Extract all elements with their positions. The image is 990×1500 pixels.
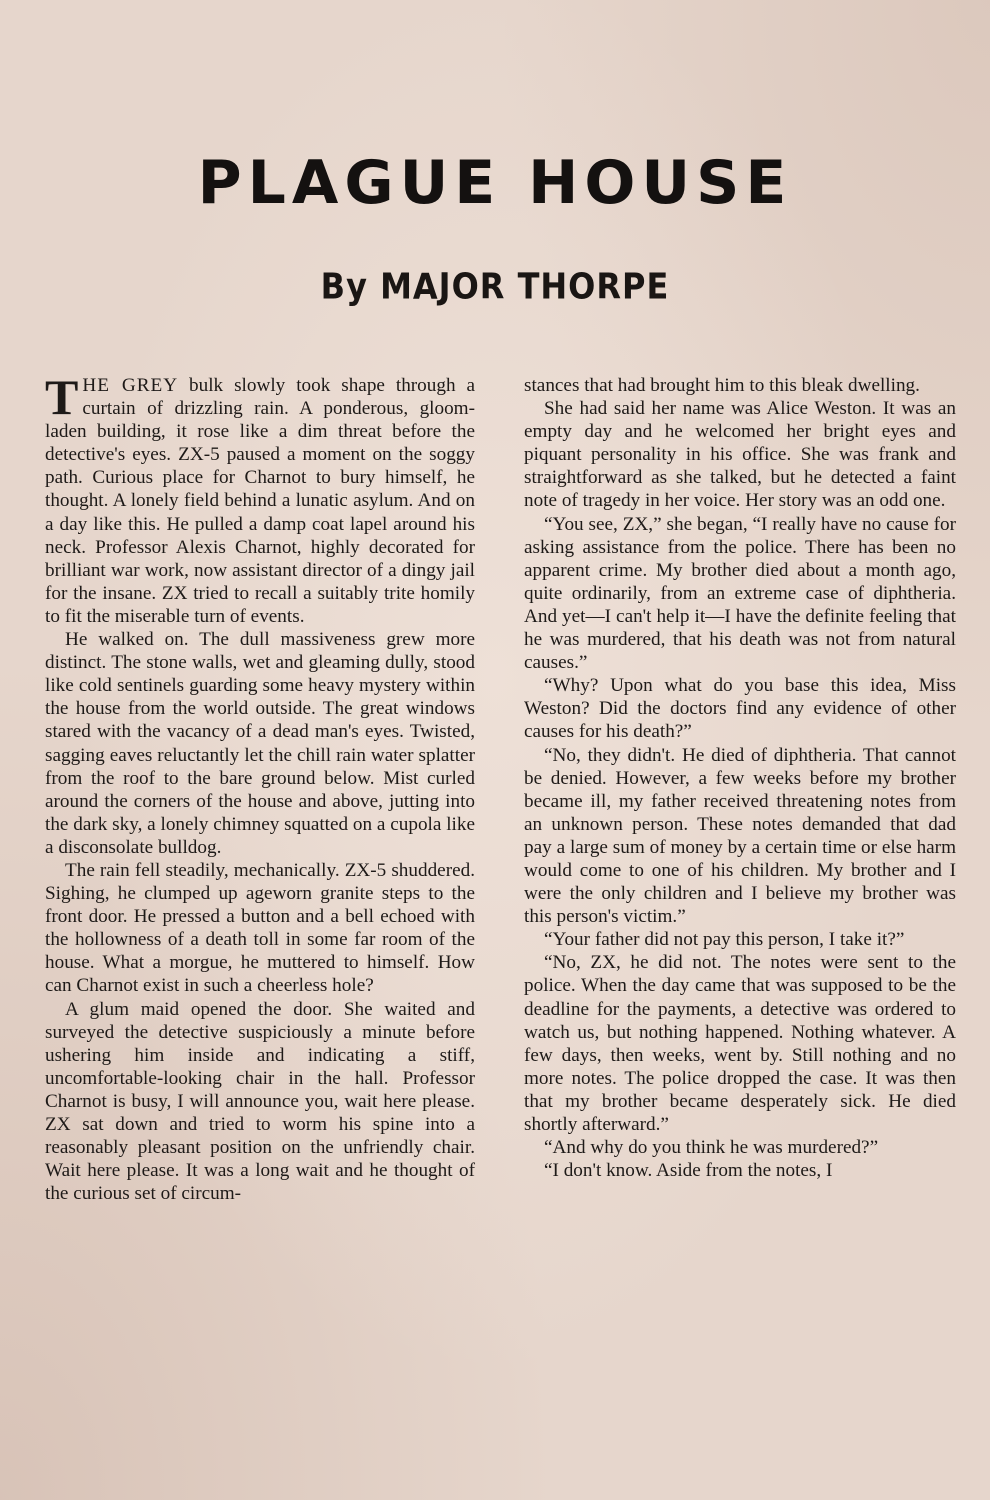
paragraph xyxy=(45,369,475,628)
paragraph: The rain fell steadily, mechanically. ZX-5 shuddered. Sighing, he clumped up ageworn granite steps to the front door. He pressed a button and a bell echoed with the hollowness of a death toll in some far room of the house. What a morgue, he muttered to himself. How can Charnot exist in such a cheerless hole? xyxy=(45,859,475,997)
paragraph: “Why? Upon what do you base this idea, Miss Weston? Did the doctors find any evidence of other causes for his death?” xyxy=(524,675,956,743)
drop-cap: T xyxy=(45,369,79,425)
paragraph-text: bulk slowly took shape through a curtain of drizzling rain. A ponderous, gloom-laden building, it rose like a dim threat before the detective's eyes. ZX-5 paused a moment on the soggy path. Curious place for Charnot to bury himself, he thought. A lonely field behind a lunatic asylum. And on a day like this. He pulled a damp coat lapel around his neck. Professor Alexis Charnot, highly decorated for brilliant war work, now assistant director of a dingy jail for the insane. ZX tried to recall a suitably trite homily to fit the miserable turn of events. xyxy=(45,375,475,627)
article-title: PLAGUE HOUSE xyxy=(197,148,793,218)
paragraph: He walked on. The dull massiveness grew more distinct. The stone walls, wet and gleaming dully, stood like cold sentinels guarding some heavy mystery within the house from the world outside. The great windows stared with the vacancy of a dead man's eyes. Twisted, sagging eaves reluctantly let the chill rain water splatter from the roof to the bare ground below. Mist curled around the corners of the house and above, jutting into the dark sky, a lonely chimney squatted on a cupola like a disconsolate bulldog. xyxy=(45,629,475,858)
paragraph: “Your father did not pay this person, I take it?” xyxy=(544,929,905,951)
right-column xyxy=(524,374,956,1182)
paragraph: “I don't know. Aside from the notes, I xyxy=(544,1160,833,1182)
paragraph: stances that had brought him to this bleak dwelling. xyxy=(524,375,920,396)
left-column xyxy=(45,369,475,1205)
article-byline: By MAJOR THORPE xyxy=(320,265,670,308)
paragraph: She had said her name was Alice Weston. It was an empty day and he welcomed her bright eyes and piquant personality in his office. She was frank and straightforward as she talked, but he detected a faint note of tragedy in her voice. Her story was an odd one. xyxy=(524,398,956,512)
paragraph: “You see, ZX,” she began, “I really have no cause for asking assistance from the police. There has been no apparent crime. My brother died about a month ago, quite ordinarily, from an extreme case of diphtheria. And yet—I can't help it—I have the definite feeling that he was murdered, that his death was not from natural causes.” xyxy=(524,513,956,674)
paragraph: A glum maid opened the door. She waited and surveyed the detective suspiciously a minute before ushering him inside and indicating a stiff, uncomfortable-looking chair in the hall. Professor Charnot is busy, I will announce you, wait here please. ZX sat down and tried to worm his spine into a reasonably pleasant position on the unfriendly chair. Wait here please. It was a long wait and he thought of the curious set of circum- xyxy=(45,998,475,1205)
paragraph: “And why do you think he was murdered?” xyxy=(544,1137,879,1159)
opening-words: HE GREY xyxy=(82,375,179,396)
paragraph: “No, they didn't. He died of diphtheria. That cannot be denied. However, a few weeks before my brother became ill, my father received threatening notes from an unknown person. These notes demanded that dad pay a large sum of money by a certain time or else harm would come to one of his children. My brother and I were the only children and I believe my brother was this person's victim.” xyxy=(524,744,956,928)
paragraph: “No, ZX, he did not. The notes were sent to the police. When the day came that was supposed to be the deadline for the payments, a detective was ordered to watch us, but nothing happened. Nothing whatever. A few days, then weeks, went by. Still nothing and no more notes. The police dropped the case. It was then that my brother became desperately sick. He died shortly afterward.” xyxy=(524,952,956,1135)
